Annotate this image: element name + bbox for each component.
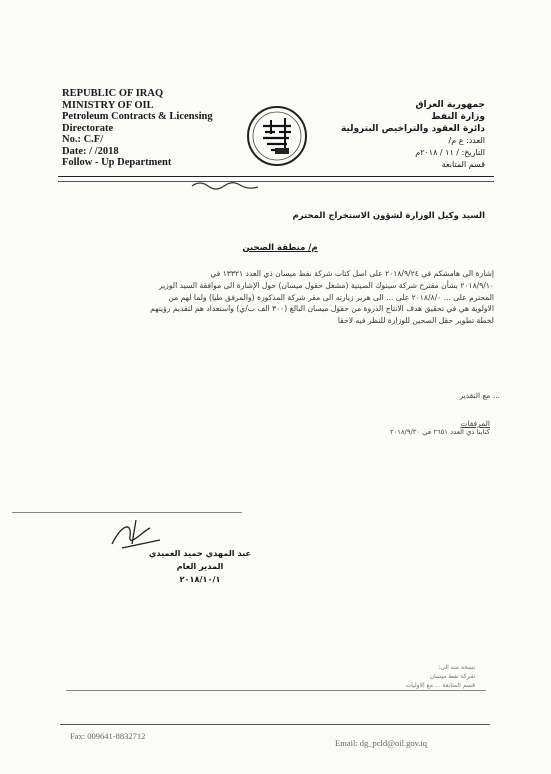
header-ar-department: قسم المتابعة <box>441 160 485 169</box>
header-ministry: MINISTRY OF OIL <box>62 99 154 111</box>
body-line: ٢٠١٨/٩/١٠ بشأن مقترح شركة سينوك الصينية (مشغل حقول ميسان) حول الإشارة الى موافقة السيد الوزير <box>158 280 494 290</box>
header-divider-bottom <box>58 181 494 182</box>
signatory-title: المدير العام <box>176 561 224 571</box>
letter-body <box>58 268 494 327</box>
header-ar-ministry: وزارة النفط <box>431 112 485 122</box>
header-country: REPUBLIC OF IRAQ <box>62 88 164 99</box>
subject-line: م/ منطقة الصحين <box>242 243 318 253</box>
header-english <box>62 88 222 169</box>
signature-date: ٢٠١٨/١٠/١ <box>179 574 221 584</box>
body-line: لخطة تطوير حقل الصحين للوزارة للنظر فيه لاحقا <box>337 316 494 326</box>
regards: ... مع التقدير <box>459 391 500 400</box>
header-department: Follow - Up Department <box>62 157 172 168</box>
header-divider-top <box>58 176 494 177</box>
body-line: إشارة الى هامشكم في ٢٠١٨/٩/٢٤ على اصل كتاب شركة نفط ميسان ذي العدد ١٣٣٢١ في <box>210 269 494 278</box>
body-line: المحترم على ... ٢٠١٨/٨/٠ على ... الى هرير زيارته الى مقر شركة المذكورة (والمرفق طيا) ولما لهم من <box>168 292 494 302</box>
addressee: السيد وكيل الوزارة لشؤون الاستخراج المحترم <box>292 211 485 221</box>
footer-email: Email: dg_pcld@oil.gov.iq <box>335 738 428 748</box>
footer-divider-bottom <box>60 724 490 725</box>
header-number: No.: C.F/ <box>62 134 104 145</box>
header-ar-country: جمهورية العراق <box>415 100 485 110</box>
header-ar-date: التاريخ: / ١١ / ٢٠١٨م <box>415 148 485 157</box>
body-line: الاولوية هي في تحقيق هدف الانتاج الذروة من حقول ميسان البالغ (٣٠٠ الف ب/ي) واستعداد هم لتقديم رؤيتهم <box>150 304 494 314</box>
cc-line: قسم المتابعة ... مع الاوليات <box>405 682 475 689</box>
signature-divider <box>12 512 242 513</box>
header-date: Date: / /2018 <box>62 145 119 157</box>
footer-fax: Fax: 009641-8832712 <box>70 731 146 741</box>
header-directorate-1: Petroleum Contracts & Licensing <box>62 111 213 122</box>
attachments-label: المرفقات <box>460 419 490 428</box>
footer-divider-top <box>66 690 486 691</box>
header-ar-directorate: دائرة العقود والتراخيص البترولية <box>340 124 485 134</box>
cc-line: نسخة منه الى: <box>438 664 475 671</box>
cc-block <box>325 663 475 690</box>
signatory-name: عبد المهدي حميد العميدي <box>148 548 252 558</box>
header-ar-number: العدد: ع م/ <box>448 136 485 145</box>
stamp-scribble-icon <box>190 178 260 192</box>
header-directorate-2: Directorate <box>62 122 114 134</box>
signature-block <box>130 547 270 586</box>
attachments-text: كتابنا ذي العدد ٢٦٥١ في ٢٠١٨/٩/٣٠ <box>389 428 490 436</box>
header-arabic <box>285 99 485 171</box>
cc-line: شركة نفط ميسان <box>429 673 475 680</box>
